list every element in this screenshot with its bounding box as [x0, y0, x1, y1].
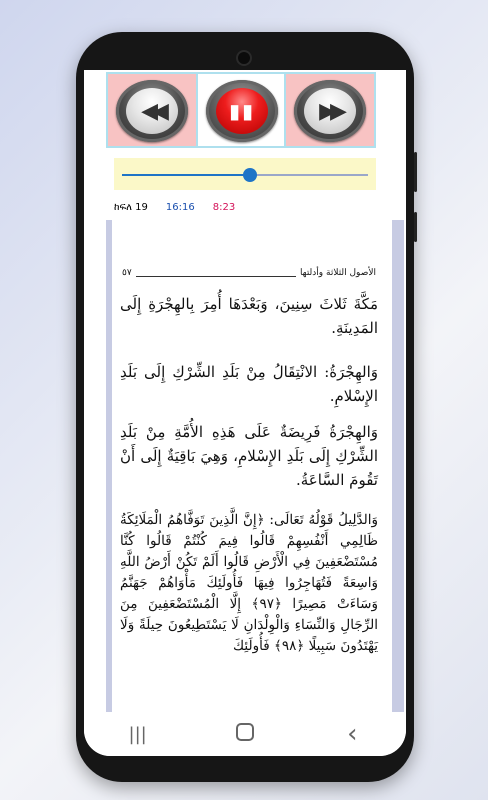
page-header-title: الأصول الثلاثة وأدلتها — [299, 268, 376, 278]
system-navigation-bar — [84, 712, 406, 756]
fast-forward-button[interactable] — [286, 72, 376, 148]
seek-thumb[interactable] — [243, 168, 257, 182]
paragraph: مَكَّةَ ثَلاثَ سِنِينَ، وَبَعْدَهَا أُمِرَ بِالهِجْرَةِ إِلَى المَدِينَةِ. — [120, 295, 378, 337]
rewind-icon: ◀◀ — [141, 98, 163, 124]
paragraph: وَالهِجْرَةُ فَرِيضَةٌ عَلَى هَذِهِ الأُمَّةِ مِنْ بَلَدِ الشِّرْكِ إِلَى بَلَدِ الإِسْلامِ، وَهِيَ بَاقِيَةٌ إِلَى أَنْ تَقُومَ السَّاعَةُ. — [120, 423, 378, 489]
app-screen — [84, 70, 406, 756]
fast-forward-icon: ▶▶ — [319, 98, 341, 124]
power-button — [414, 212, 417, 242]
audio-player-controls — [106, 72, 376, 148]
front-camera — [236, 50, 252, 66]
paragraph: وَالهِجْرَةُ: الانْتِقَالُ مِنْ بَلَدِ الشِّرْكِ إِلَى بَلَدِ الإِسْلامِ. — [120, 363, 378, 405]
quran-paragraph: وَالدَّلِيلُ قَوْلُهُ تَعَالَى: ﴿إِنَّ الَّذِينَ تَوَفَّاهُمُ الْمَلَائِكَةُ ظَالِمِي أَنْفُسِهِمْ قَالُوا فِيمَ كُنْتُمْ قَالُوا كُنَّا مُسْتَضْعَفِينَ فِي الْأَرْضِ قَالُوا أَلَمْ تَكُنْ أَرْضُ اللَّهِ وَاسِعَةً فَتُهَاجِرُوا فِيهَا فَأُولَئِكَ مَأْوَاهُمْ جَهَنَّمُ وَسَاءَتْ مَصِيرًا ﴿٩٧﴾ إِلَّا الْمُسْتَضْعَفِينَ مِنَ الرِّجَالِ وَالنِّسَاءِ وَالْوِلْدَانِ لَا يَسْتَطِيعُونَ حِيلَةً وَلَا يَهْتَدُونَ سَبِيلًا ﴿٩٨﴾ فَأُولَئِكَ — [120, 512, 378, 654]
recents-icon[interactable]: ||| — [128, 723, 147, 745]
volume-button — [414, 152, 417, 192]
seek-progress — [122, 174, 250, 176]
home-icon — [236, 723, 254, 741]
page-number: ٥٧ — [122, 268, 132, 278]
header-rule — [136, 270, 296, 277]
book-page-viewer[interactable] — [106, 220, 404, 712]
seek-bar[interactable] — [114, 158, 376, 190]
pause-button[interactable] — [196, 72, 286, 148]
track-position-label: ከፍለ 19 — [114, 202, 148, 213]
elapsed-time: 8:23 — [212, 202, 236, 213]
playback-info — [114, 202, 235, 213]
back-icon[interactable]: ‹ — [347, 719, 358, 749]
rewind-button[interactable] — [106, 72, 196, 148]
book-page — [112, 220, 392, 712]
pause-icon: ▮▮ — [228, 99, 255, 123]
total-time: 16:16 — [165, 202, 195, 213]
seek-track[interactable] — [122, 174, 368, 176]
home-button[interactable] — [225, 723, 265, 746]
page-header — [122, 268, 376, 278]
